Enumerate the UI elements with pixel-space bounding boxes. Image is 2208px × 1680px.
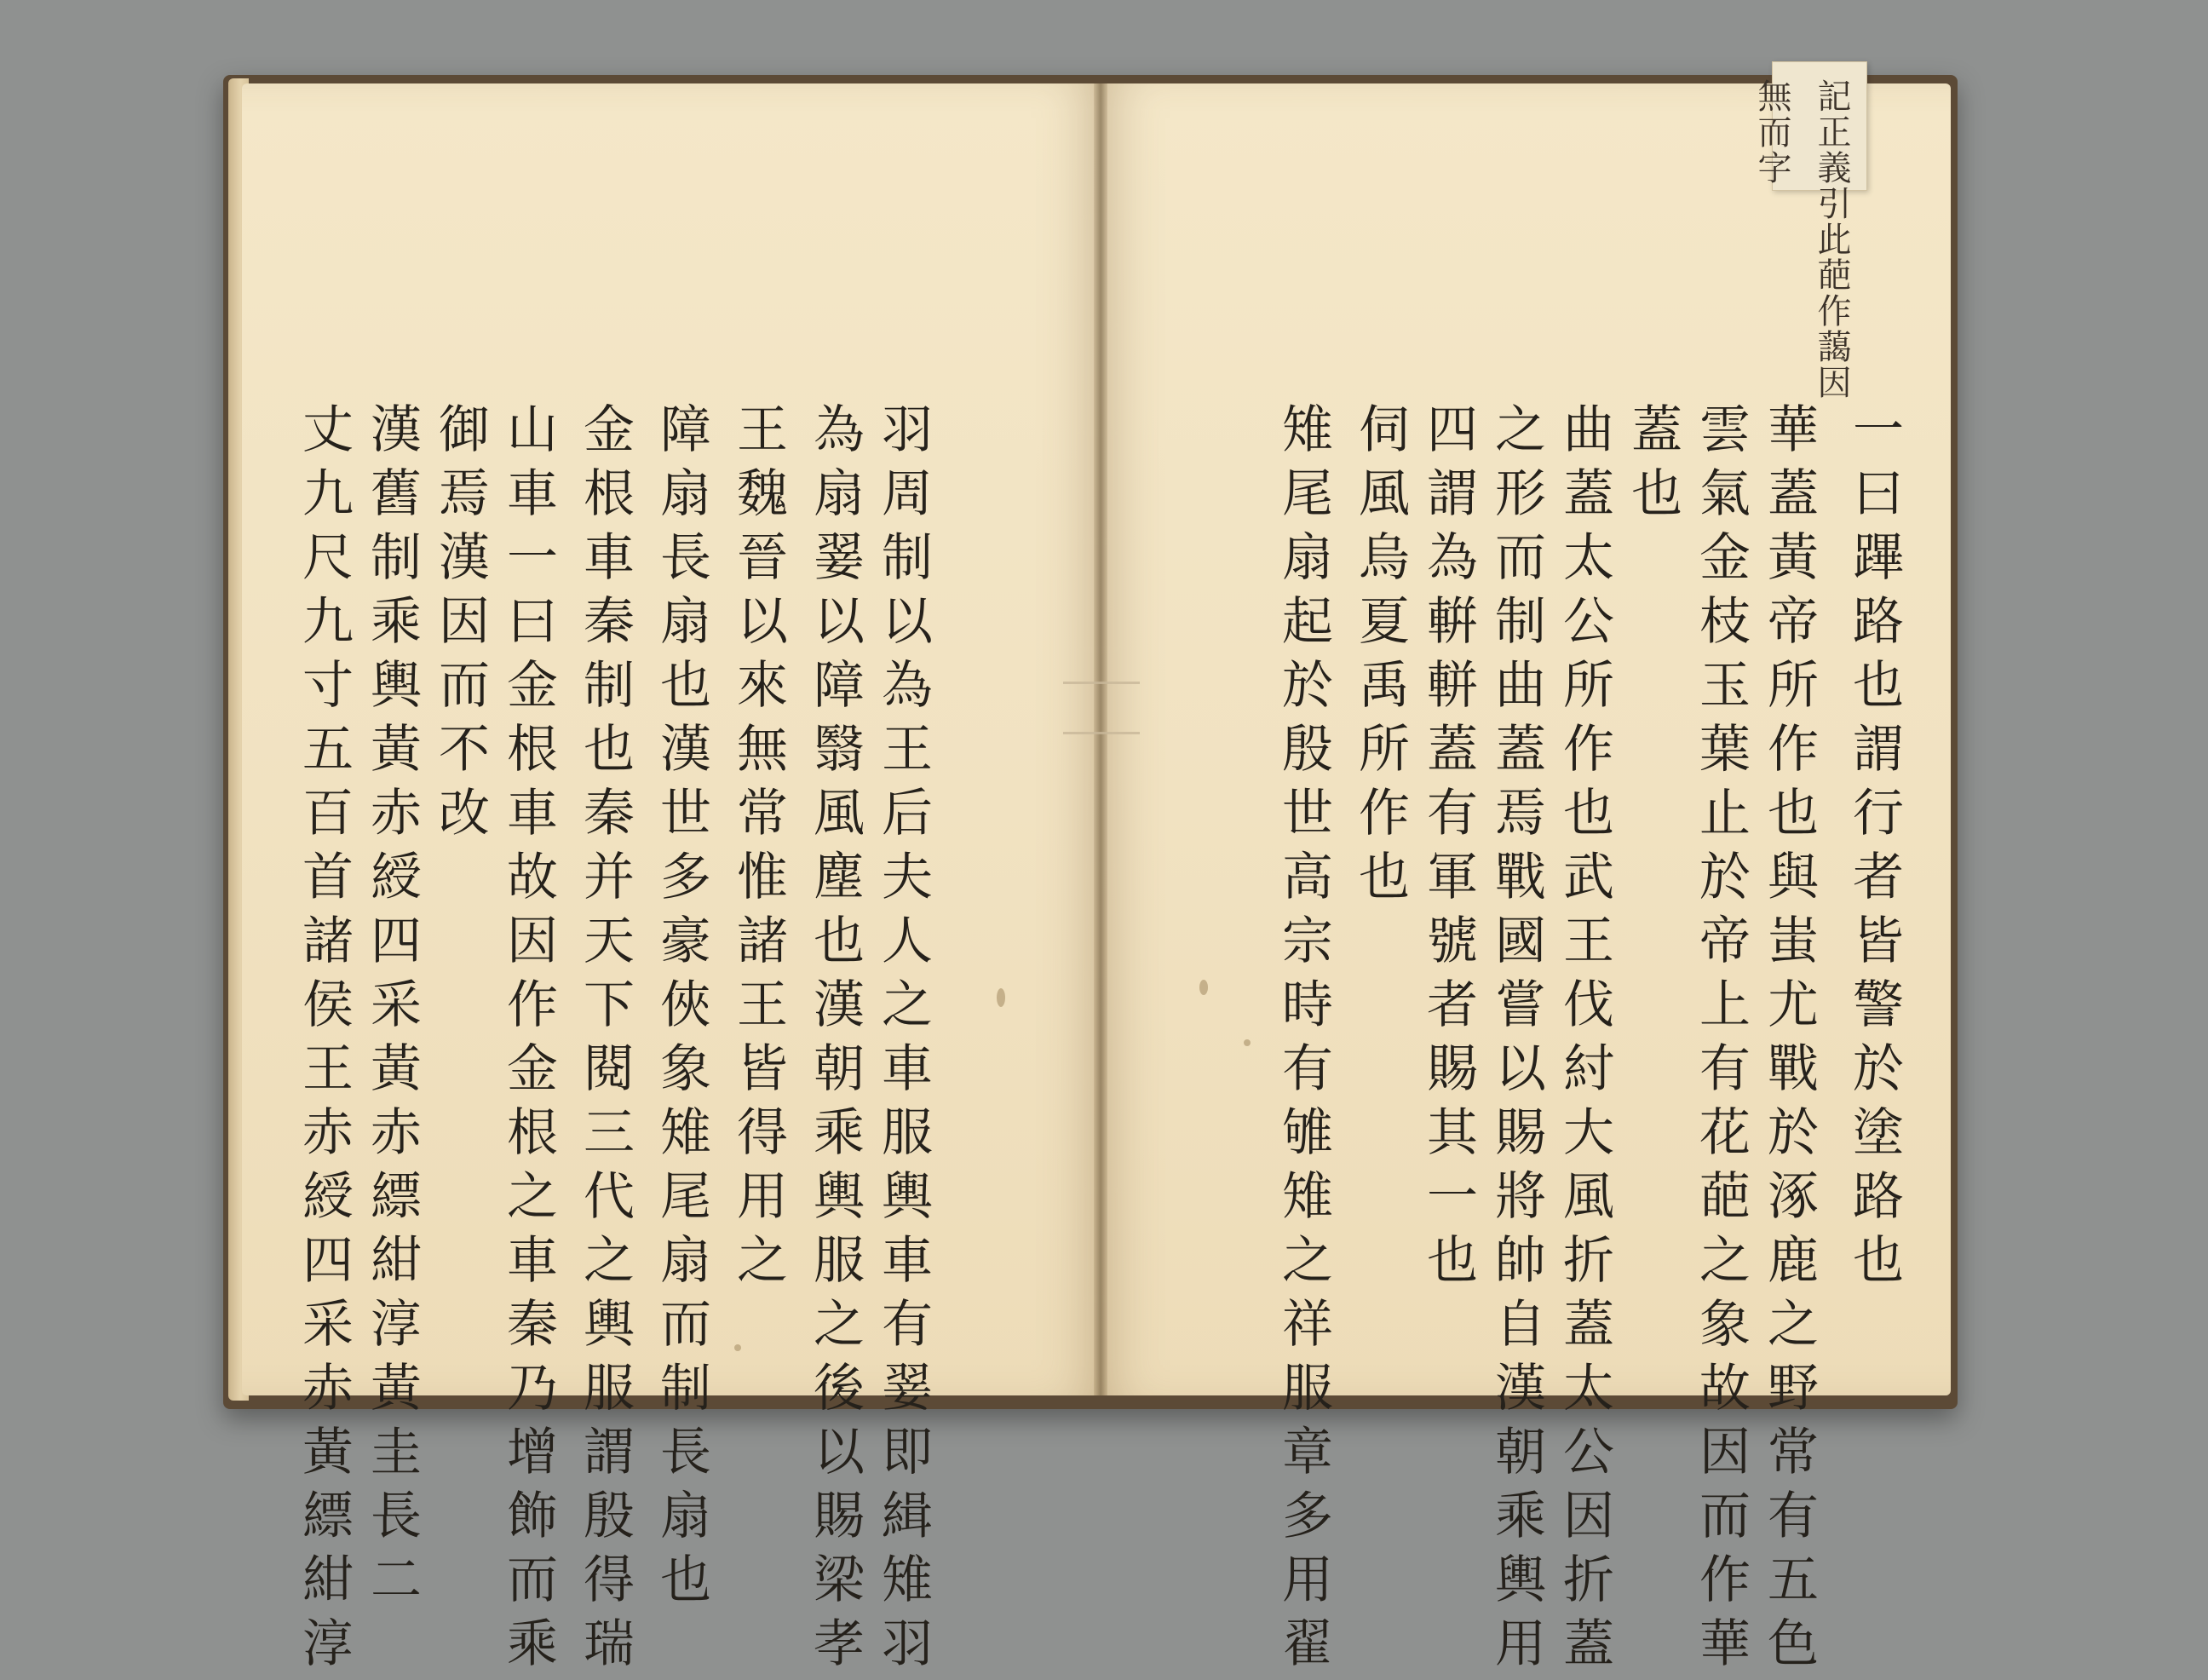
ink-spot [997,988,1005,1007]
text-column: 伺風烏夏禹所作也 [1350,402,1410,913]
margin-note-line: 記正義引此葩作藹因 [1812,78,1851,400]
book-gutter [1094,83,1107,1395]
text-column: 一曰蹕路也謂行者皆警於塗路也 [1844,402,1904,1297]
margin-note-line: 無而字 [1752,78,1791,186]
text-column: 御焉漢因而不改 [430,402,490,849]
text-column: 雲氣金枝玉葉止於帝上有花葩之象故因而作華 [1691,402,1751,1680]
text-column: 王魏晉以來無常惟諸王皆得用之 [728,402,788,1297]
text-column: 金根車秦制也秦并天下閱三代之輿服謂殷得瑞 [575,402,635,1680]
text-column: 羽周制以為王后夫人之車服輿車有翣即緝雉羽 [873,402,933,1680]
text-column: 華蓋黃帝所作也與蚩尤戰於涿鹿之野常有五色 [1759,402,1819,1680]
text-column: 四謂為輧軿蓋有軍號者賜其一也 [1418,402,1478,1297]
text-column: 丈九尺九寸五百首諸侯王赤綬四采赤黃縹紺淳 [294,402,354,1680]
text-column: 山車一曰金根車故因作金根之車秦乃增飾而乘 [498,402,558,1680]
text-column: 蓋也 [1623,402,1682,530]
text-column: 為扇翣以障翳風塵也漢朝乘輿服之後以賜梁孝 [805,402,865,1680]
ink-spot [1199,980,1208,995]
binding-thread [1063,682,1140,734]
text-column: 障扇長扇也漢世多豪俠象雉尾扇而制長扇也 [652,402,711,1616]
text-column: 漢舊制乘輿黃赤綬四采黃赤縹紺淳黃圭長二 [362,402,422,1616]
text-column: 之形而制曲蓋焉戰國嘗以賜將帥自漢朝乘輿用 [1486,402,1546,1680]
text-column: 曲蓋太公所作也武王伐紂大風折蓋太公因折蓋 [1555,402,1614,1680]
text-column: 雉尾扇起於殷世高宗時有雊雉之祥服章多用翟 [1274,402,1333,1680]
ink-spot [1244,1039,1251,1046]
ink-spot [734,1344,741,1351]
